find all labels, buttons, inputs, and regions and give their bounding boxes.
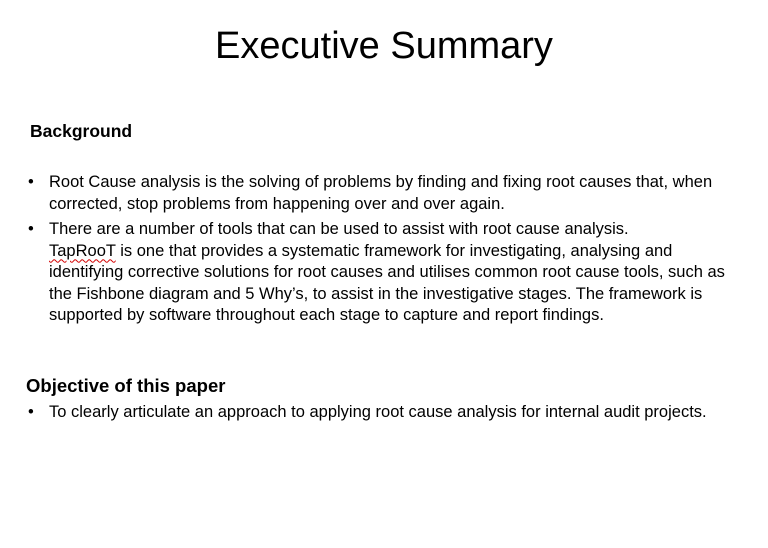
bullet-marker: • (28, 403, 34, 421)
bullet-marker: • (28, 220, 34, 238)
bullet-text-intro: There are a number of tools that can be used to assist with root cause analysis. (49, 220, 629, 238)
bullet-text-rest: is one that provides a systematic framework for investigating, analysing and identifying corrective solutions for root causes and utilises common root cause tools, such as the Fishbone diagram and 5 Why’s, to assist in the investigative stages. The framework is supported by software throughout each stage to capture and report findings. (49, 241, 725, 324)
page-title: Executive Summary (215, 25, 553, 67)
bullet-text: Root Cause analysis is the solving of problems by finding and fixing root causes that, when corrected, stop problems from happening over and over again. (49, 173, 713, 213)
background-heading: Background (30, 121, 133, 141)
background-bullet-root-cause (28, 172, 738, 215)
bullet-marker: • (28, 173, 34, 191)
bullet-text (49, 219, 738, 327)
background-bullet-tools (28, 219, 738, 327)
objective-heading: Objective of this paper (26, 375, 226, 396)
taproot-term: TapRooT (49, 241, 116, 260)
bullet-text: To clearly articulate an approach to applying root cause analysis for internal audit projects. (49, 403, 707, 421)
objective-bullet (28, 402, 738, 424)
